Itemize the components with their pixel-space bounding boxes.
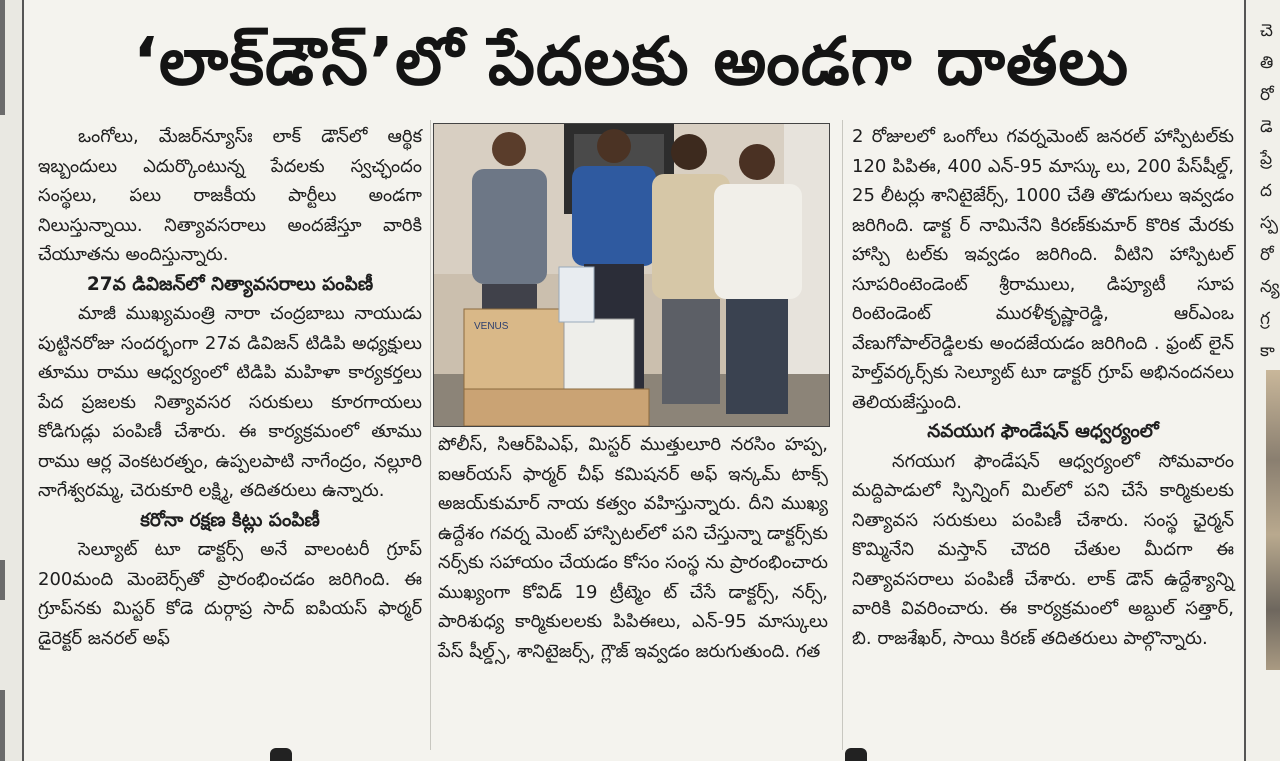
margin-mark	[0, 0, 5, 115]
article-column-left	[38, 122, 422, 653]
fragment-text: న్య	[1260, 277, 1280, 297]
subheading-27th-division: 27వ డివిజన్‌లో నిత్యావసరాలు పంపిణీ	[86, 273, 374, 295]
next-headline-fragment	[270, 748, 292, 761]
fragment-text: ప్రే	[1260, 149, 1273, 169]
fragment-text: ద	[1260, 181, 1273, 201]
article-headline: ‘లాక్‌డౌన్’లో పేదలకు అండగా దాతలు	[132, 23, 1130, 100]
margin-mark	[0, 560, 5, 600]
subheading-corona-kits: కరోనా రక్షణ కిట్లు పంపిణీ	[140, 509, 320, 531]
column-rule	[430, 120, 431, 750]
fragment-text: డె	[1260, 117, 1273, 137]
fragment-text: చె	[1260, 21, 1273, 41]
fragment-text: కా	[1260, 341, 1275, 361]
fragment-text: స్ప	[1260, 213, 1279, 233]
paragraph-navayuga: నగయుగ ఫౌండేషన్ ఆధ్వర్యంలో సోమవారం మద్దిపాడులో స్పిన్నింగ్ మిల్‌లో పని చేసే కార్మికులకు నిత్యావస సరుకులు పంపిణీ చేశారు. సంస్థ ఛైర్మన్ కొమ్మినేని మస్తాన్ చౌదరి చేతుల మీదగా ఈ నిత్యావసరాలు పంపిణీ చేశారు. లాక్ డౌన్ ఉద్దేశ్యాన్ని వారికి వివరించారు. ఈ కార్యక్రమంలో అబ్దుల్ సత్తార్, బి. రాజశేఖర్, సాయి కిరణ్ తదితరులు పాల్గొన్నారు.	[852, 450, 1234, 649]
article-column-middle	[438, 430, 828, 666]
paragraph-27th-division: మాజీ ముఖ్యమంత్రి నారా చంద్రబాబు నాయుడు పుట్టినరోజు సందర్భంగా 27వ డివిజన్ టిడిపి అధ్యక్షులు తూము రాము ఆధ్వర్యంలో టిడిపి మహిళా కార్యకర్తలు పేద ప్రజలకు నిత్యావసర సరుకులు కూరగాయలు కోడిగుడ్లు పంపిణీ చేశారు. ఈ కార్యక్రమంలో తూము రాము ఆర్ల వెంకటరత్నం, ఉప్పలపాటి నాగేంద్రం, నల్లూరి నాగేశ్వరమ్మ, చెరుకూరి లక్ష్మి, తదితరులు ఉన్నారు.	[38, 303, 422, 501]
fragment-text: రో	[1260, 85, 1274, 105]
next-headline-fragment	[845, 748, 867, 761]
article-column-right	[852, 122, 1234, 653]
box-label: VENUS	[474, 321, 509, 332]
paragraph-corona-kits: సెల్యూట్ టూ డాక్టర్స్ అనే వాలంటరీ గ్రూప్ 200మంది మెంబెర్స్‌తో ప్రారంభించడం జరిగింది. ఈ గ్రూప్‌నకు మిస్టర్ కోడె దుర్గాప్ర సాద్ ఐపియస్ ఫార్మర్ డైరెక్టర్ జనరల్ అఫ్	[38, 539, 422, 649]
paragraph-hospital-donation: 2 రోజులలో ఒంగోలు గవర్నమెంట్ జనరల్ హాస్పిటల్‌కు 120 పిపిఈ, 400 ఎన్-95 మాస్కు లు, 200 పేస్‌షీల్డ్, 25 లీటర్లు శానిటైజేర్స్, 1000 చేతి తొడుగులు ఇవ్వడం జరిగింది. డాక్ట ర్ నామినేని కిరణ్‌కుమార్ కొరిక మేరకు హాస్పి టల్‌కు ఇవ్వడం జరిగింది. వీటిని హాస్పిటల్ సూపరింటెండెంట్ శ్రీరాములు, డిప్యూటీ సూప రింటెండెంట్ మురళీకృష్ణారెడ్డి, ఆర్ఎంఒ వేణుగోపాల్‌రెడ్డిలకు అందజేయడం జరిగింది . ఫ్రంట్ లైన్ హెల్త్‌వర్కర్స్‌కు సెల్యూట్ టూ డాక్టర్ గ్రూప్ అభినందనలు తెలియజేస్తుంది.	[852, 126, 1234, 413]
adjacent-page-strip-left	[0, 0, 24, 761]
subheading-navayuga-foundation: నవయుగ ఫౌండేషన్ ఆధ్వర్యంలో	[927, 421, 1159, 442]
news-photo-donation	[433, 123, 830, 427]
fragment-text: రో	[1260, 245, 1274, 265]
intro-paragraph: ఒంగోలు, మేజర్‌న్యూస్ః లాక్ డౌన్‌లో ఆర్థిక ఇబ్బందులు ఎదుర్కొంటున్న పేదలకు స్వచ్ఛందం సంస్థలు, పలు రాజకీయ పార్టీలు అండగా నిలుస్తున్నాయి. నిత్యావసరాలు అందజేస్తూ వారికి చేయూతను అందిస్తున్నారు.	[38, 126, 422, 265]
margin-mark	[0, 690, 5, 761]
fragment-text: తి	[1260, 53, 1274, 73]
fragment-text: గ్ర	[1260, 309, 1270, 329]
photo-illustration	[434, 124, 829, 426]
adjacent-photo-fragment	[1266, 370, 1280, 670]
adjacent-article-strip-right	[1244, 0, 1280, 761]
column-rule	[842, 120, 843, 750]
paragraph-middle: పోలీస్, సిఆర్‌పిఎఫ్, మిస్టర్ ముత్తులూరి నరసిం హప్ప, ఐఆర్‌యస్ ఫార్మర్ చీఫ్ కమిషనర్ అఫ్ ఇన్కమ్ టాక్స్ అజయ్‌కుమార్ నాయ కత్వం వహిస్తున్నారు. దీని ముఖ్య ఉద్దేశం గవర్న మెంట్ హాస్పిటల్‌లో పని చేస్తున్నా డాక్టర్స్‌కు నర్స్‌కు సహాయం చేయడం కోసం సంస్థ ను ప్రారంభించారు ముఖ్యంగా కోవిడ్ 19 ట్రీట్మెం ట్ చేసే డాక్టర్స్, నర్స్, పారిశుధ్య కార్మికులలకు పిపిఈలు, ఎన్-95 మాస్కులు పేస్ షీల్డ్స్, శానిటైజర్స్, గ్లౌజ్ ఇవ్వడం జరుగుతుంది. గత	[438, 434, 828, 662]
